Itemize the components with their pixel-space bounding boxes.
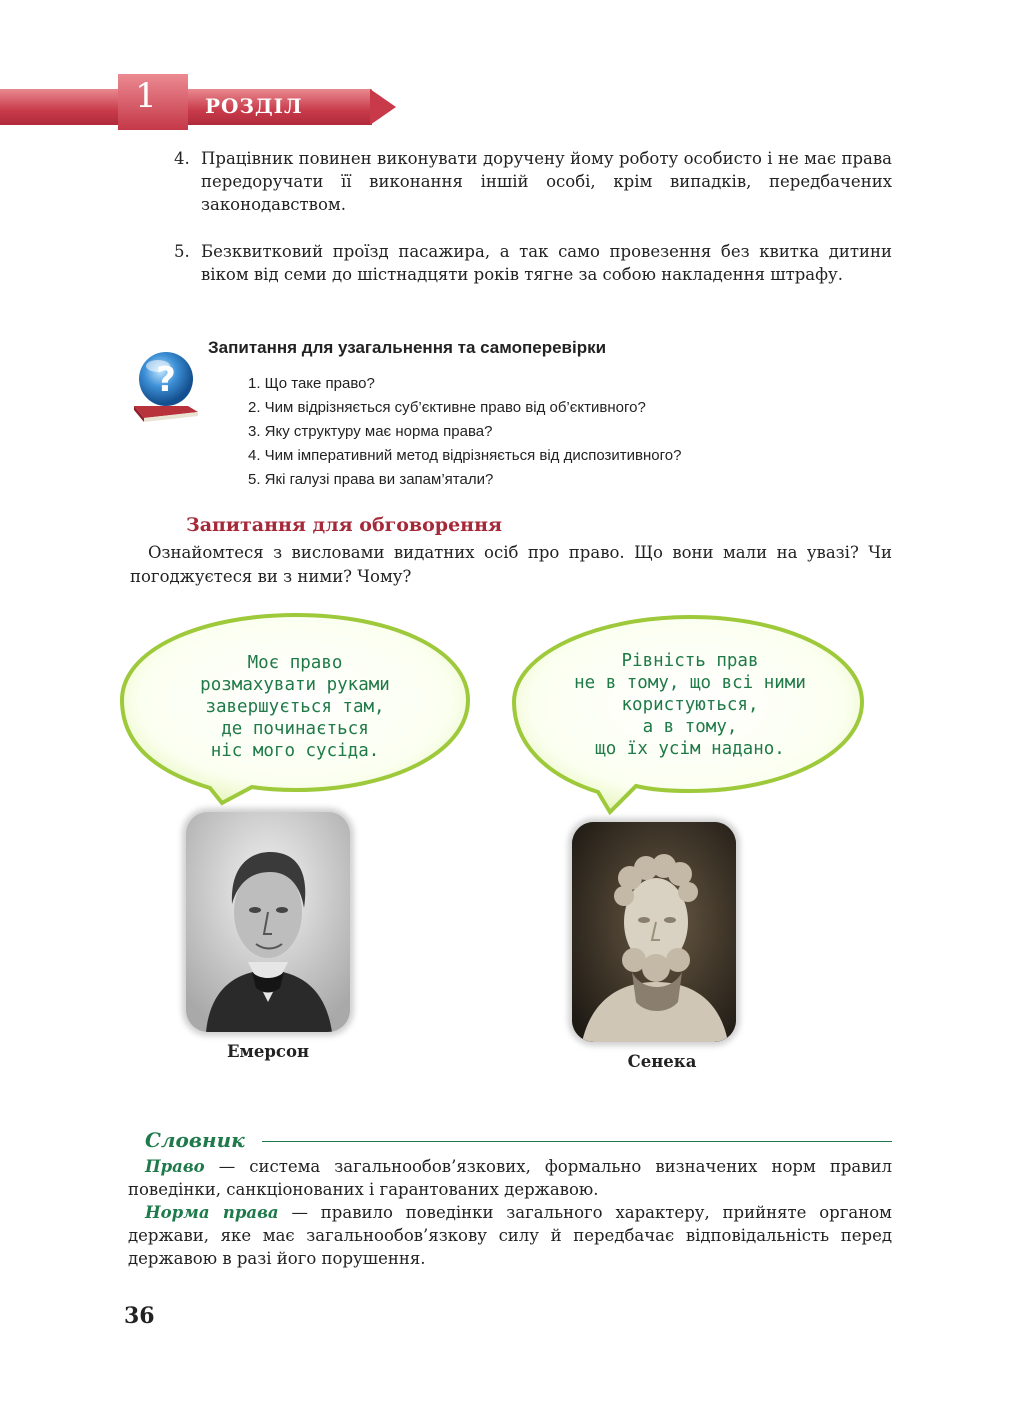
chapter-label: РОЗДІЛ <box>205 94 303 118</box>
page-number: 36 <box>124 1303 155 1329</box>
quote-line: а в тому, <box>642 717 738 737</box>
glossary-title: Словник <box>145 1128 245 1152</box>
glossary-rule <box>262 1141 892 1142</box>
quote-emerson <box>170 652 420 762</box>
glossary-entry <box>128 1155 892 1201</box>
item-text: Безквитковий проїзд пасажира, а так само провезення без квитка дитини віком від семи до шістнадцяти років тягне за собою накладення штрафу. <box>201 242 892 284</box>
review-question: 1. Що таке право? <box>248 375 375 392</box>
glossary-term: Норма права <box>145 1203 279 1222</box>
svg-text:?: ? <box>156 360 176 400</box>
quote-line: розмахувати руками <box>200 675 390 695</box>
quote-line: що їх усім надано. <box>595 739 785 759</box>
glossary-definition: — правило поведінки загального характеру, прийняте органом держави, яке має загальнообов’язкову силу й передбачає відповідальність перед державою в разі його порушення. <box>128 1203 892 1268</box>
quote-line: завершується там, <box>205 697 385 717</box>
item-number: 5. <box>174 242 190 261</box>
quote-seneca <box>550 650 830 760</box>
quote-line: Моє право <box>247 653 343 673</box>
review-question: 2. Чим відрізняється суб’єктивне право від об’єктивного? <box>248 399 646 416</box>
quote-line: користуються, <box>621 695 759 715</box>
seneca-caption: Сенека <box>627 1052 697 1071</box>
review-question: 3. Яку структуру має норма права? <box>248 423 493 440</box>
quote-line: де починається <box>221 719 369 739</box>
seneca-portrait <box>572 822 736 1042</box>
quote-line: ніс мого сусіда. <box>210 741 380 761</box>
discussion-title: Запитання для обговорення <box>186 514 503 536</box>
item-text: Працівник повинен виконувати доручену йому роботу особисто і не має права передоручати її виконання іншій особі, крім випадків, передбачених законодавством. <box>201 149 892 214</box>
review-question: 4. Чим імперативний метод відрізняється від диспозитивного? <box>248 447 682 464</box>
review-title: Запитання для узагальнення та самоперевірки <box>208 338 607 357</box>
discussion-text: Ознайомтеся з висловами видатних осіб про право. Що вони мали на увазі? Чи погоджуєтеся ви з ними? Чому? <box>130 543 892 586</box>
item-number: 4. <box>174 149 190 168</box>
review-question: 5. Які галузі права ви запам’ятали? <box>248 471 494 488</box>
emerson-portrait-image <box>186 812 350 1032</box>
quote-line: не в тому, що всі ними <box>574 673 806 693</box>
glossary-term: Право <box>145 1157 205 1176</box>
chapter-number: 1 <box>135 76 157 116</box>
seneca-portrait-image <box>572 822 736 1042</box>
quote-line: Рівність прав <box>621 651 759 671</box>
glossary-definition: — система загальнообов’язкових, формально визначених норм правил поведінки, санкціонованих і гарантованих державою. <box>128 1157 892 1199</box>
emerson-portrait <box>186 812 350 1032</box>
glossary-entry <box>128 1201 892 1270</box>
emerson-caption: Емерсон <box>226 1042 310 1061</box>
